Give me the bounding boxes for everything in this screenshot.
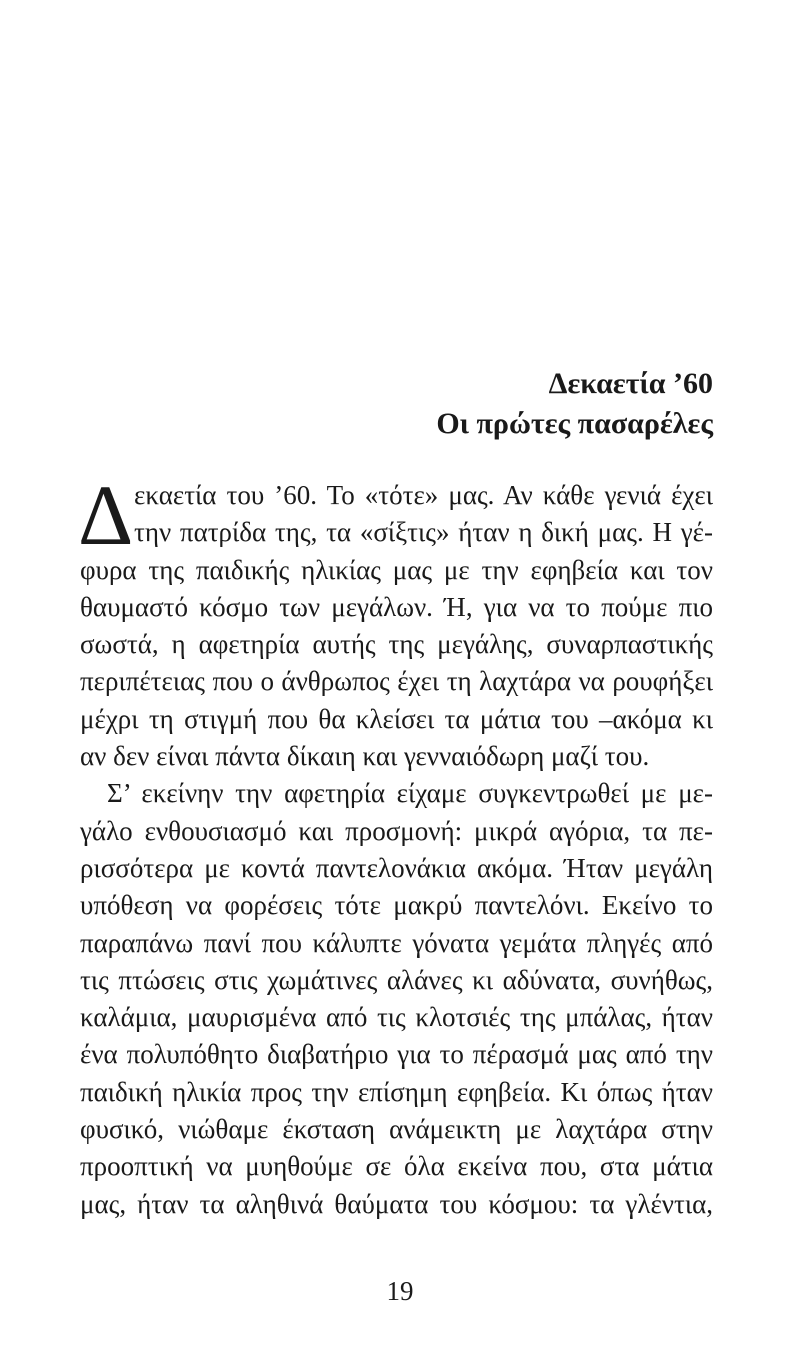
- page-number: 19: [386, 1276, 414, 1306]
- chapter-title-line-1: Δεκαετία ’60: [548, 367, 713, 400]
- paragraph-1-line: την πατρίδα της, τα «σίξτις» ήταν η δική μας. Η γέ-: [134, 517, 713, 548]
- paragraph-1-line: θαυμαστό κόσμο των μεγάλων. Ή, για να το πούμε πιο: [80, 591, 713, 622]
- paragraph-2-line: τις πτώσεις στις χωμάτινες αλάνες κι αδύνατα, συνήθως,: [80, 964, 713, 995]
- paragraph-2-line: προοπτική να μυηθούμε σε όλα εκείνα που, στα μάτια: [80, 1151, 713, 1182]
- drop-cap: Δ: [78, 467, 134, 563]
- paragraph-2-line: καλάμια, μαυρισμένα από τις κλοτσιές της μπάλας, ήταν: [80, 1002, 713, 1033]
- paragraph-1-line: περιπέτειας που ο άνθρωπος έχει τη λαχτάρα να ρουφήξει: [80, 666, 713, 697]
- paragraph-2-line: γάλο ενθουσιασμό και προσμονή: μικρά αγόρια, τα πε-: [80, 815, 713, 846]
- paragraph-1-line: αν δεν είναι πάντα δίκαιη και γενναιόδωρη μαζί του.: [80, 741, 650, 772]
- paragraph-2-line: Σ’ εκείνην την αφετηρία είχαμε συγκεντρωθεί με με-: [107, 778, 713, 809]
- paragraph-1-line: εκαετία του ’60. Το «τότε» μας. Αν κάθε γενιά έχει: [134, 480, 713, 510]
- chapter-title-line-2: Οι πρώτες πασαρέλες: [436, 407, 713, 440]
- paragraph-2-line: ένα πολυπόθητο διαβατήριο για το πέρασμά μας από την: [80, 1039, 713, 1070]
- paragraph-2-line: παραπάνω πανί που κάλυπτε γόνατα γεμάτα πληγές από: [80, 927, 713, 958]
- paragraph-2-line: ρισσότερα με κοντά παντελονάκια ακόμα. Ήταν μεγάλη: [80, 852, 713, 883]
- paragraph-2-line: παιδική ηλικία προς την επίσημη εφηβεία. Κι όπως ήταν: [80, 1076, 713, 1107]
- paragraph-1-line: φυρα της παιδικής ηλικίας μας με την εφηβεία και τον: [80, 554, 713, 585]
- paragraph-2-line: μας, ήταν τα αληθινά θαύματα του κόσμου: τα γλέντια,: [80, 1188, 713, 1219]
- paragraph-2-line: υπόθεση να φορέσεις τότε μακρύ παντελόνι. Εκείνο το: [80, 890, 713, 921]
- paragraph-2-line: φυσικό, νιώθαμε έκσταση ανάμεικτη με λαχτάρα στην: [80, 1114, 713, 1145]
- paragraph-1-line: μέχρι τη στιγμή που θα κλείσει τα μάτια του –ακόμα κι: [80, 703, 713, 734]
- chapter-heading: [80, 364, 713, 444]
- body-text: [78, 467, 713, 1223]
- paragraph-1-line: σωστά, η αφετηρία αυτής της μεγάλης, συναρπαστικής: [80, 629, 713, 660]
